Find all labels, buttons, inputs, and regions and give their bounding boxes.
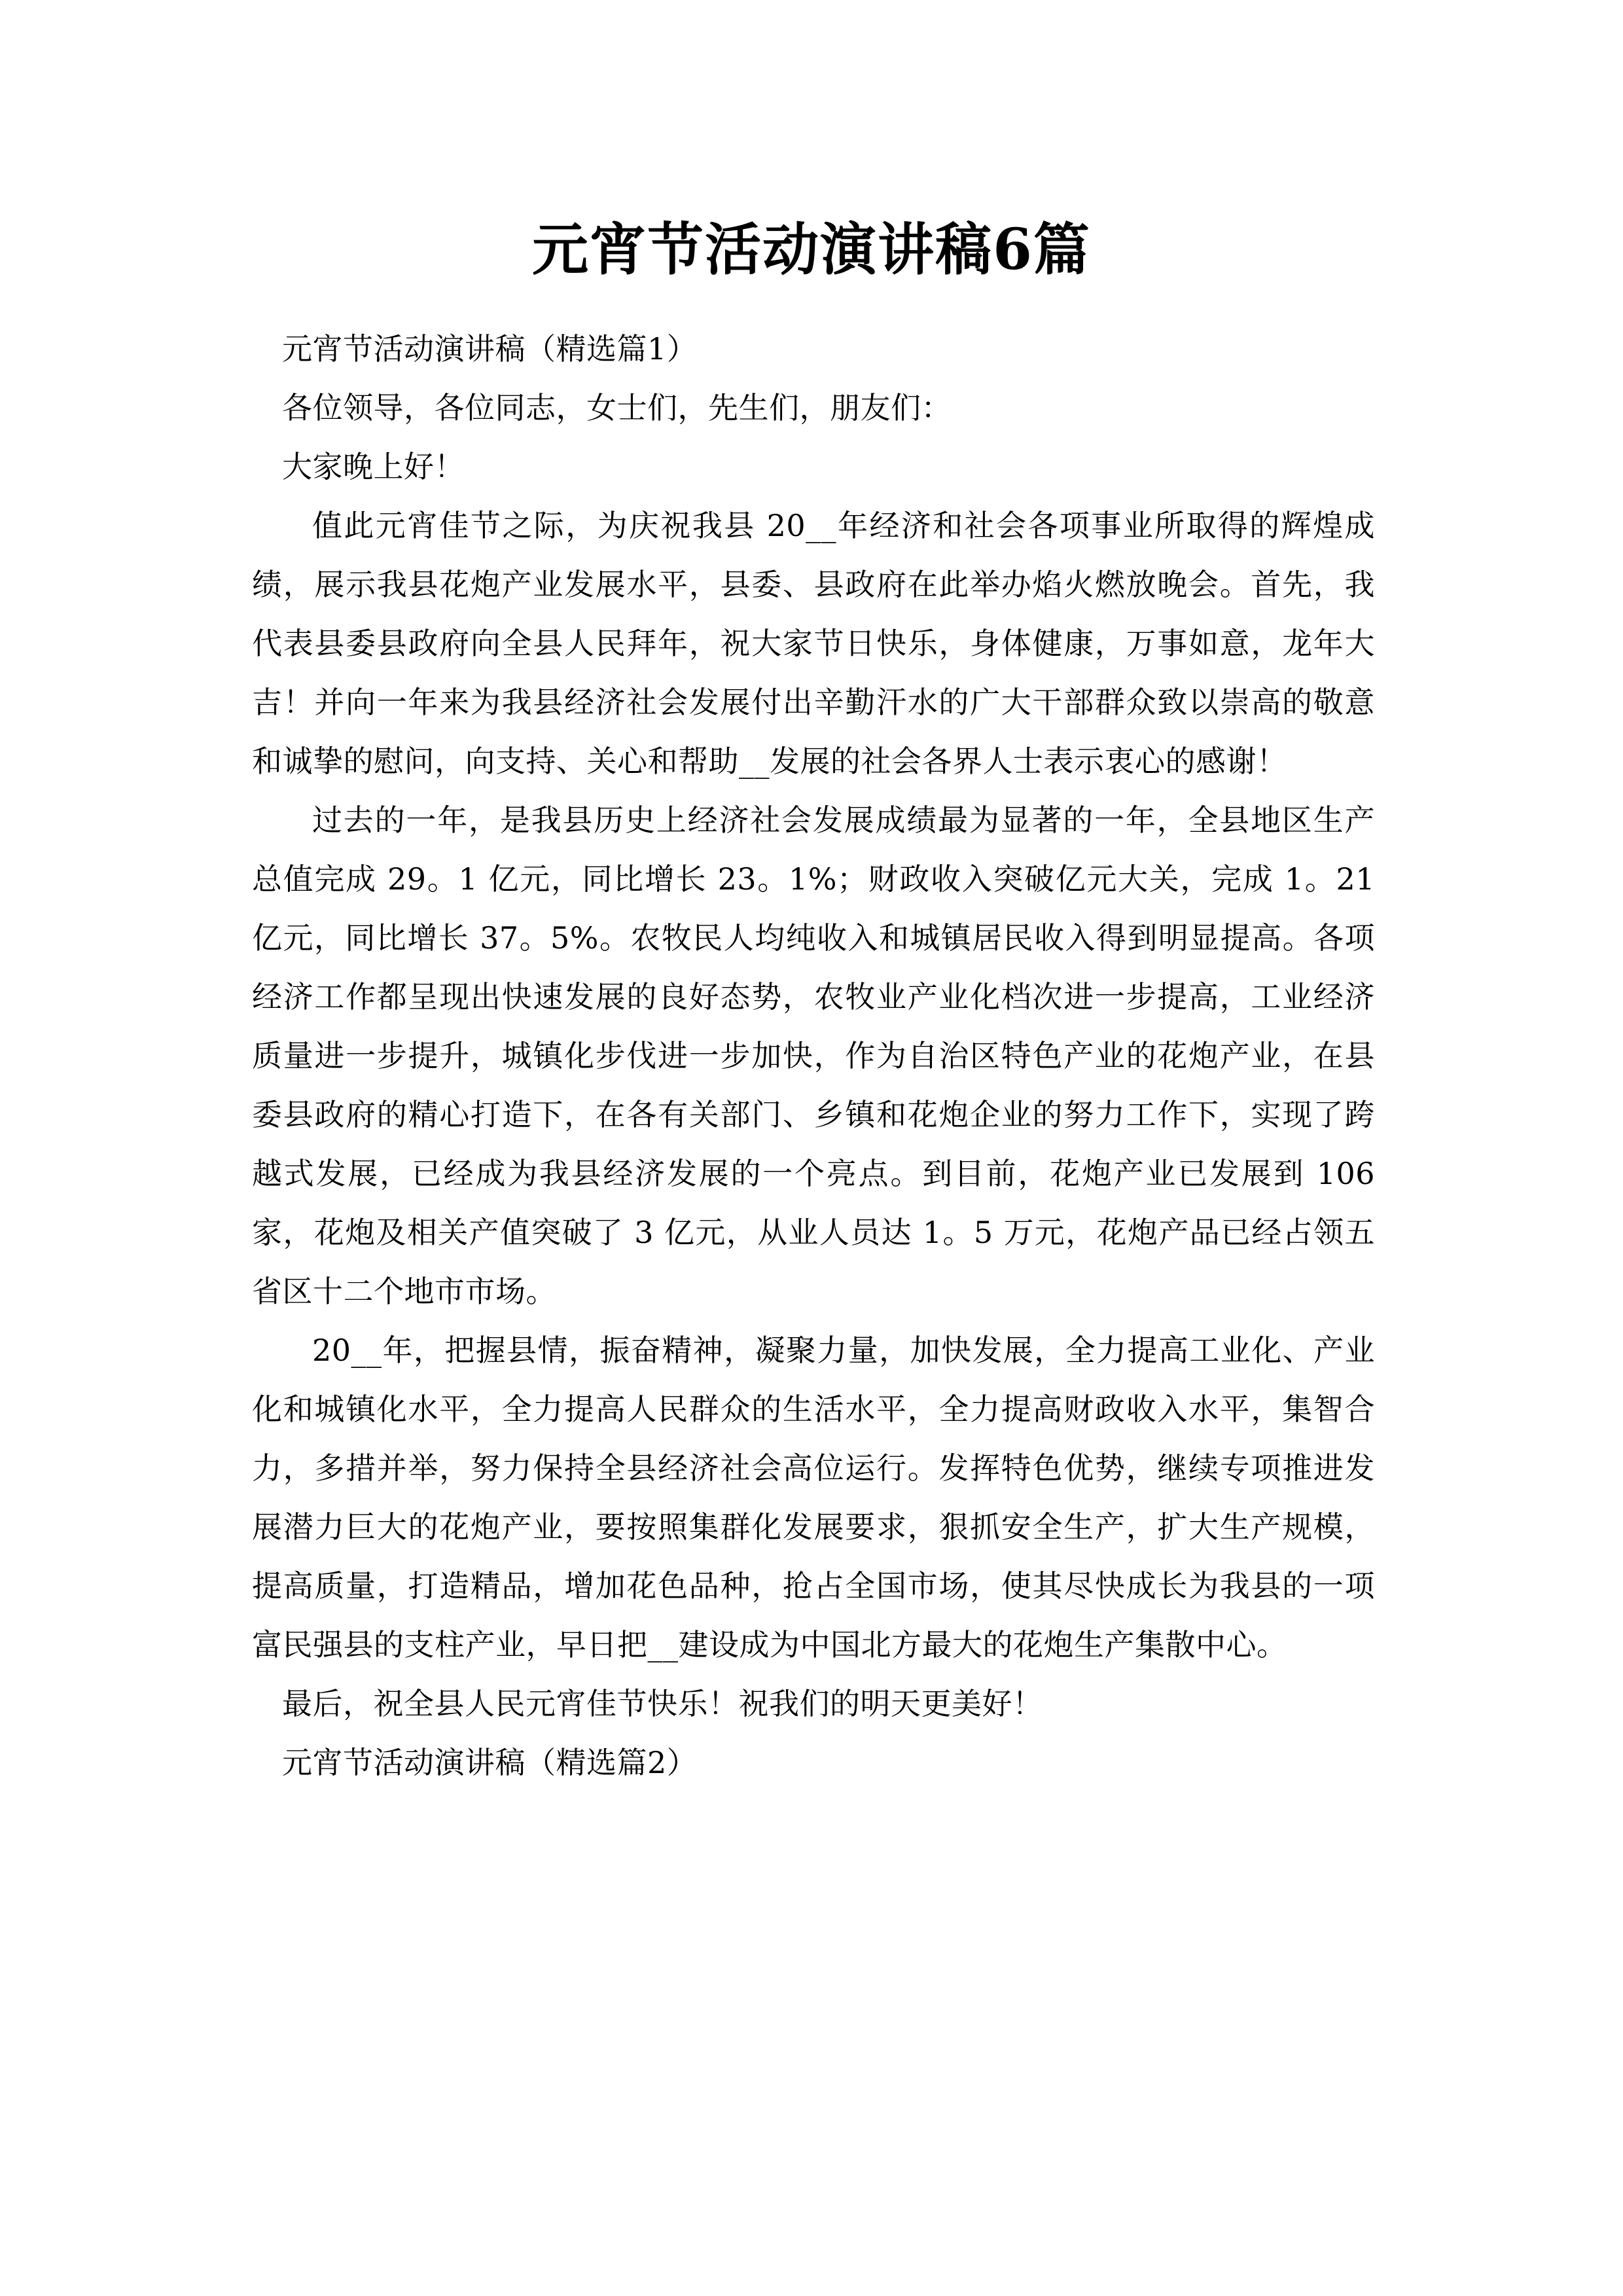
greeting-line: 大家晚上好！ [282, 449, 465, 484]
paragraph-3: 20__年，把握县情，振奋精神，凝聚力量，加快发展，全力提高工业化、产业化和城镇化水平，全力提高人民群众的生活水平，全力提高财政收入水平，集智合力，多措并举，努力保持全县经济社会高位运行。发挥特色优势，继续专项推进发展潜力巨大的花炮产业，要按照集群化发展要求，狠抓安全生产，扩大生产规模，提高质量，打造精品，增加花色品种，抢占全国市场，使其尽快成长为我县的一项富民强县的支柱产业，早日把__建设成为中国北方最大的花炮生产集散中心。 [252, 1333, 1375, 1662]
section-heading-1: 元宵节活动演讲稿（精选篇1） [282, 331, 698, 367]
section-heading-2: 元宵节活动演讲稿（精选篇2） [282, 1745, 698, 1780]
page-title: 元宵节活动演讲稿6篇 [532, 216, 1091, 283]
salutation-line: 各位领导，各位同志，女士们，先生们，朋友们： [282, 390, 952, 425]
document-body [252, 319, 1375, 1792]
paragraph-2: 过去的一年，是我县历史上经济社会发展成绩最为显著的一年，全县地区生产总值完成 29。1 亿元，同比增长 23。1%；财政收入突破亿元大关，完成 1。21 亿元，同比增长 37。5%。农牧民人均纯收入和城镇居民收入得到明显提高。各项经济工作都呈现出快速发展的良好态势，农牧业产业化档次进一步提高，工业经济质量进一步提升，城镇化步伐进一步加快，作为自治区特色产业的花炮产业，在县委县政府的精心打造下，在各有关部门、乡镇和花炮企业的努力工作下，实现了跨越式发展，已经成为我县经济发展的一个亮点。到目前，花炮产业已发展到 106 家，花炮及相关产值突破了 3 亿元，从业人员达 1。5 万元，花炮产品已经占领五省区十二个地市市场。 [252, 802, 1375, 1309]
paragraph-1: 值此元宵佳节之际，为庆祝我县 20__年经济和社会各项事业所取得的辉煌成绩，展示我县花炮产业发展水平，县委、县政府在此举办焰火燃放晚会。首先，我代表县委县政府向全县人民拜年，祝大家节日快乐，身体健康，万事如意，龙年大吉！并向一年来为我县经济社会发展付出辛勤汗水的广大干部群众致以崇高的敬意和诚挚的慰问，向支持、关心和帮助__发展的社会各界人士表示衷心的感谢！ [252, 508, 1375, 779]
closing-line: 最后，祝全县人民元宵佳节快乐！祝我们的明天更美好！ [282, 1686, 1043, 1721]
